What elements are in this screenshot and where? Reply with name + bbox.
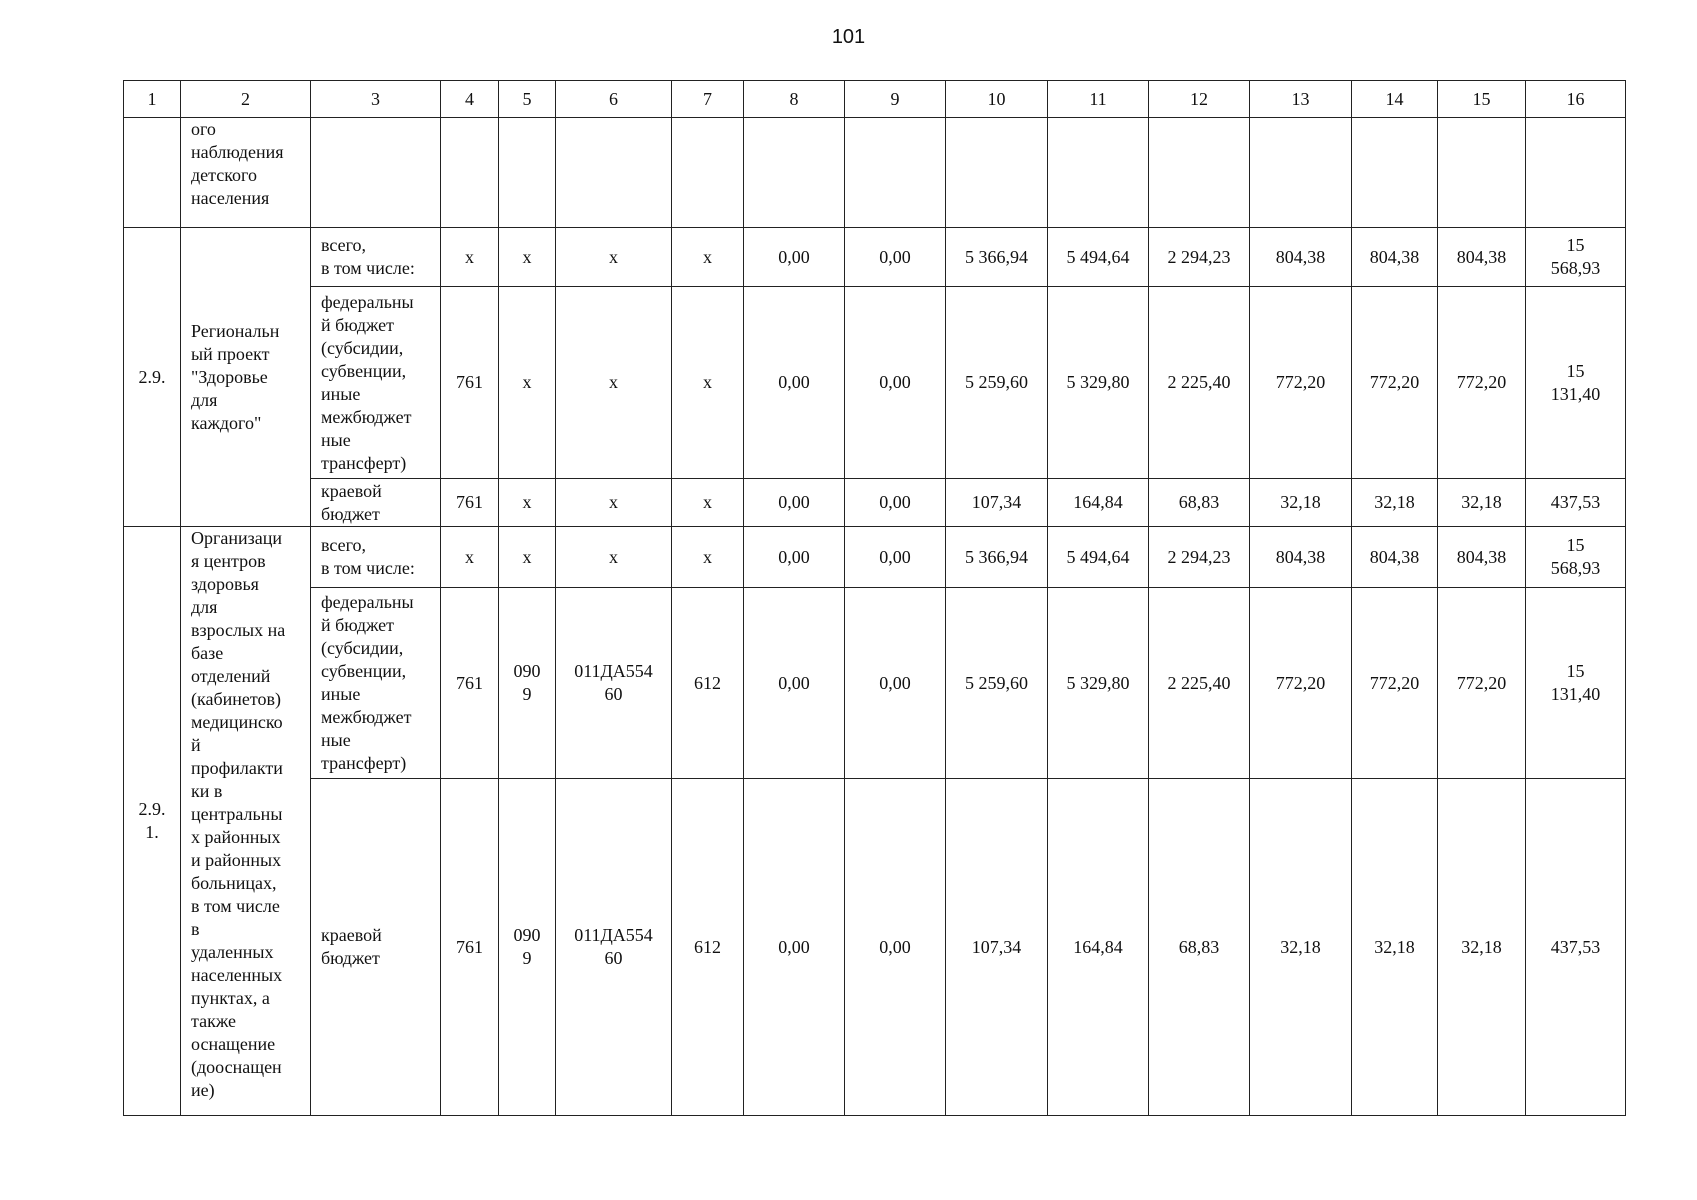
cell-col14: 804,38 [1352,527,1438,588]
cell-col5: х [499,479,556,527]
cell-col16: 437,53 [1526,479,1626,527]
cell-col6: 011ДА554 60 [556,779,672,1116]
cell-col10: 5 259,60 [946,588,1048,779]
col-header-4: 4 [441,81,499,118]
col-header-13: 13 [1250,81,1352,118]
col-header-16: 16 [1526,81,1626,118]
cell-col5: х [499,527,556,588]
cell-col10: 5 259,60 [946,287,1048,479]
budget-table [123,80,1626,1116]
cell-col13: 772,20 [1250,588,1352,779]
column-number-header-row [124,81,1626,118]
cell-col8: 0,00 [744,228,845,287]
cell-col9: 0,00 [845,527,946,588]
col-header-7: 7 [672,81,744,118]
cell-col9: 0,00 [845,479,946,527]
cell-col5: х [499,287,556,479]
empty-cell [1526,118,1626,228]
empty-cell [311,118,441,228]
section-number: 2.9. [124,228,181,527]
col-header-9: 9 [845,81,946,118]
cell-col16: 15 131,40 [1526,588,1626,779]
cell-col13: 804,38 [1250,527,1352,588]
cell-col15: 32,18 [1438,479,1526,527]
empty-cell [845,118,946,228]
cell-col5: 090 9 [499,779,556,1116]
cell-col15: 32,18 [1438,779,1526,1116]
cell-col12: 2 225,40 [1149,588,1250,779]
cell-col14: 772,20 [1352,287,1438,479]
cell-col6: 011ДА554 60 [556,588,672,779]
cell-col15: 804,38 [1438,228,1526,287]
funding-label: всего, в том числе: [311,527,441,588]
cell-col9: 0,00 [845,287,946,479]
continuation-num-cell [124,118,181,228]
cell-col5: 090 9 [499,588,556,779]
empty-cell [744,118,845,228]
cell-col13: 804,38 [1250,228,1352,287]
funding-label: федеральны й бюджет (субсидии, субвенции, иные межбюджет ные трансферт) [311,588,441,779]
cell-col12: 2 294,23 [1149,228,1250,287]
cell-col14: 32,18 [1352,479,1438,527]
cell-col9: 0,00 [845,779,946,1116]
cell-col15: 772,20 [1438,287,1526,479]
continuation-name-cell: ого наблюдения детского населения [181,118,311,228]
empty-cell [1149,118,1250,228]
col-header-15: 15 [1438,81,1526,118]
table-row [124,479,1626,527]
cell-col16: 15 568,93 [1526,228,1626,287]
cell-col11: 164,84 [1048,779,1149,1116]
empty-cell [1250,118,1352,228]
cell-col11: 5 494,64 [1048,527,1149,588]
col-header-12: 12 [1149,81,1250,118]
cell-col13: 772,20 [1250,287,1352,479]
cell-col7: х [672,287,744,479]
col-header-5: 5 [499,81,556,118]
cell-col4: 761 [441,588,499,779]
table-row [124,588,1626,779]
col-header-11: 11 [1048,81,1149,118]
col-header-1: 1 [124,81,181,118]
cell-col16: 15 131,40 [1526,287,1626,479]
cell-col7: х [672,479,744,527]
cell-col12: 2 294,23 [1149,527,1250,588]
col-header-3: 3 [311,81,441,118]
funding-label: краевой бюджет [311,479,441,527]
cell-col15: 804,38 [1438,527,1526,588]
cell-col7: 612 [672,588,744,779]
cell-col11: 5 329,80 [1048,588,1149,779]
cell-col9: 0,00 [845,588,946,779]
empty-cell [499,118,556,228]
empty-cell [556,118,672,228]
cell-col4: х [441,527,499,588]
cell-col15: 772,20 [1438,588,1526,779]
table-row [124,228,1626,287]
cell-col4: х [441,228,499,287]
cell-col10: 107,34 [946,479,1048,527]
cell-col6: х [556,479,672,527]
cell-col16: 437,53 [1526,779,1626,1116]
funding-label: краевой бюджет [311,779,441,1116]
cell-col6: х [556,527,672,588]
section-name: Организаци я центров здоровья для взрослых на базе отделений (кабинетов) медицинско й профилакти ки в центральны х районных и районных больницах, в том числе в удаленных населенных пунктах, а также оснащение (дооснащен ие) [181,527,311,1116]
cell-col8: 0,00 [744,779,845,1116]
cell-col12: 68,83 [1149,779,1250,1116]
cell-col11: 5 494,64 [1048,228,1149,287]
section-name: Региональн ый проект "Здоровье для каждого" [181,228,311,527]
table-row [124,287,1626,479]
empty-cell [1438,118,1526,228]
cell-col11: 5 329,80 [1048,287,1149,479]
cell-col4: 761 [441,479,499,527]
cell-col6: х [556,228,672,287]
cell-col4: 761 [441,287,499,479]
cell-col10: 5 366,94 [946,228,1048,287]
cell-col4: 761 [441,779,499,1116]
cell-col7: х [672,228,744,287]
section-number: 2.9. 1. [124,527,181,1116]
page-number: 101 [831,26,866,48]
cell-col6: х [556,287,672,479]
cell-col14: 772,20 [1352,588,1438,779]
cell-col8: 0,00 [744,588,845,779]
cell-col10: 107,34 [946,779,1048,1116]
cell-col5: х [499,228,556,287]
empty-cell [946,118,1048,228]
empty-cell [441,118,499,228]
funding-label: федеральны й бюджет (субсидии, субвенции, иные межбюджет ные трансферт) [311,287,441,479]
cell-col16: 15 568,93 [1526,527,1626,588]
empty-cell [1352,118,1438,228]
cell-col8: 0,00 [744,479,845,527]
table-row [124,779,1626,1116]
cell-col14: 804,38 [1352,228,1438,287]
table-row [124,527,1626,588]
continuation-row [124,118,1626,228]
col-header-14: 14 [1352,81,1438,118]
cell-col13: 32,18 [1250,479,1352,527]
empty-cell [672,118,744,228]
cell-col12: 2 225,40 [1149,287,1250,479]
empty-cell [1048,118,1149,228]
cell-col10: 5 366,94 [946,527,1048,588]
cell-col14: 32,18 [1352,779,1438,1116]
cell-col7: 612 [672,779,744,1116]
col-header-10: 10 [946,81,1048,118]
cell-col8: 0,00 [744,287,845,479]
cell-col11: 164,84 [1048,479,1149,527]
col-header-6: 6 [556,81,672,118]
cell-col12: 68,83 [1149,479,1250,527]
funding-label: всего, в том числе: [311,228,441,287]
cell-col8: 0,00 [744,527,845,588]
col-header-8: 8 [744,81,845,118]
cell-col7: х [672,527,744,588]
cell-col9: 0,00 [845,228,946,287]
col-header-2: 2 [181,81,311,118]
cell-col13: 32,18 [1250,779,1352,1116]
